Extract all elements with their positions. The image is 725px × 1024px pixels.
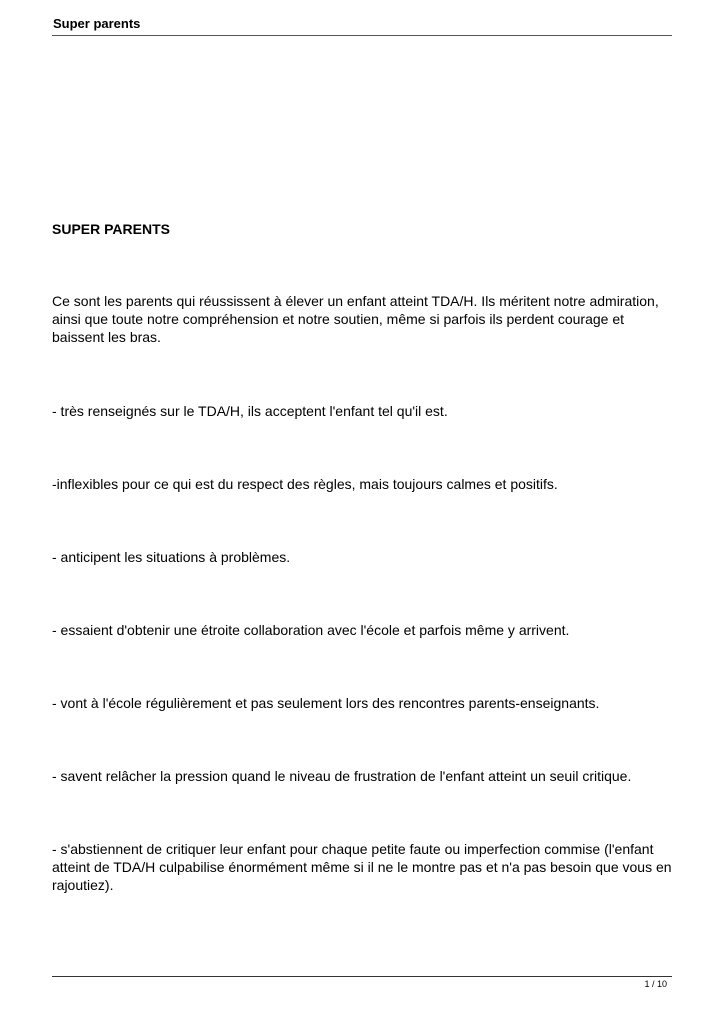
list-item: - anticipent les situations à problèmes. bbox=[52, 549, 291, 565]
list-item: - savent relâcher la pression quand le niveau de frustration de l'enfant atteint un seuil critique. bbox=[52, 768, 632, 784]
document-heading: SUPER PARENTS bbox=[52, 221, 170, 237]
page-number: 1 / 10 bbox=[644, 979, 667, 989]
list-item: - vont à l'école régulièrement et pas seulement lors des rencontres parents-enseignants. bbox=[52, 695, 600, 711]
list-item: - très renseignés sur le TDA/H, ils acceptent l'enfant tel qu'il est. bbox=[52, 403, 448, 419]
list-item: - s'abstiennent de critiquer leur enfant pour chaque petite faute ou imperfection commise (l'enfant atteint de TDA/H culpabilise énormément même si il ne le montre pas et n'a pas besoin que vous en rajoutiez). bbox=[52, 841, 672, 893]
page-header-title: Super parents bbox=[53, 16, 141, 31]
list-item: -inflexibles pour ce qui est du respect des règles, mais toujours calmes et positifs. bbox=[52, 476, 558, 492]
intro-paragraph: Ce sont les parents qui réussissent à élever un enfant atteint TDA/H. Ils méritent notre admiration, ainsi que toute notre compréhension et notre soutien, même si parfois ils perdent courage et baissent les bras. bbox=[52, 293, 659, 345]
list-item: - essaient d'obtenir une étroite collaboration avec l'école et parfois même y arrivent. bbox=[52, 622, 570, 638]
header-divider bbox=[52, 35, 672, 36]
footer-divider bbox=[52, 976, 672, 977]
